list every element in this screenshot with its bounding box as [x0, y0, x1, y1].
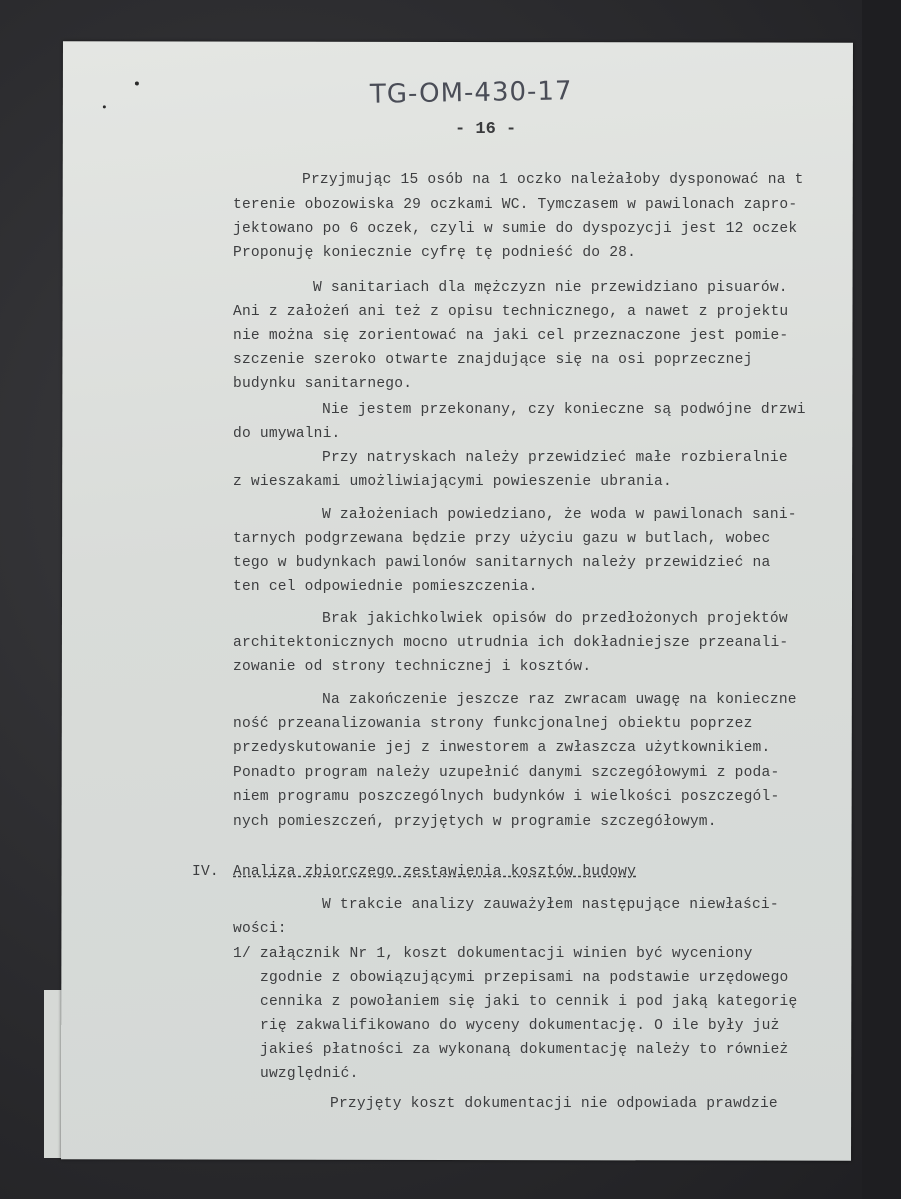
- text-line: Przyjmując 15 osób na 1 oczko należałoby dysponować na t: [302, 172, 804, 188]
- text-line: ność przeanalizowania strony funkcjonalnej obiektu poprzez: [233, 716, 753, 732]
- text-line: nie można się zorientować na jaki cel przeznaczone jest pomie-: [233, 328, 789, 344]
- text-line: ten cel odpowiednie pomieszczenia.: [233, 579, 538, 595]
- text-line: jakieś płatności za wykonaną dokumentację należy to również: [260, 1042, 789, 1058]
- text-line: tego w budynkach pawilonów sanitarnych należy przewidzieć na: [233, 555, 771, 571]
- text-line: cennika z powołaniem się jaki to cennik i pod jaką kategorię: [260, 994, 798, 1010]
- text-line: wości:: [233, 921, 287, 937]
- text-line: uwzględnić.: [260, 1066, 359, 1082]
- text-line: tarnych podgrzewana będzie przy użyciu gazu w butlach, wobec: [233, 531, 771, 547]
- text-line: rię zakwalifikowano do wyceny dokumentację. O ile były już: [260, 1018, 780, 1034]
- text-line: jektowano po 6 oczek, czyli w sumie do dyspozycji jest 12 oczek: [233, 221, 798, 237]
- text-line: Brak jakichkolwiek opisów do przedłożonych projektów: [322, 611, 788, 627]
- text-line: architektonicznych mocno utrudnia ich dokładniejsze przeanali-: [233, 635, 789, 651]
- ink-speck: [135, 81, 139, 85]
- text-line: W założeniach powiedziano, że woda w pawilonach sani-: [322, 507, 797, 523]
- text-line: terenie obozowiska 29 oczkami WC. Tymczasem w pawilonach zapro-: [233, 197, 798, 213]
- page-number: - 16 -: [455, 120, 517, 139]
- handwritten-document-code: TG-OM-430-17: [369, 76, 573, 110]
- text-line: z wieszakami umożliwiającymi powieszenie ubrania.: [233, 474, 672, 490]
- section-number: IV.: [192, 864, 219, 880]
- text-line: szczenie szeroko otwarte znajdujące się na osi poprzecznej: [233, 352, 753, 368]
- text-line: zowanie od strony technicznej i kosztów.: [233, 659, 592, 675]
- text-line: budynku sanitarnego.: [233, 376, 413, 392]
- text-line: niem programu poszczególnych budynków i wielkości poszczegól-: [233, 789, 780, 805]
- text-line: zgodnie z obowiązującymi przepisami na podstawie urzędowego: [260, 970, 789, 986]
- section-heading: Analiza zbiorczego zestawienia kosztów budowy: [233, 864, 637, 880]
- right-dark-band: [862, 0, 901, 1199]
- text-line: W trakcie analizy zauważyłem następujące niewłaści-: [322, 897, 779, 913]
- text-line: Na zakończenie jeszcze raz zwracam uwagę na konieczne: [322, 692, 797, 708]
- text-line: nych pomieszczeń, przyjętych w programie szczegółowym.: [233, 814, 717, 830]
- text-line: Proponuję koniecznie cyfrę tę podnieść do 28.: [233, 245, 637, 261]
- text-line: do umywalni.: [233, 426, 341, 442]
- text-line: Przyjęty koszt dokumentacji nie odpowiada prawdzie: [330, 1096, 778, 1112]
- text-line: W sanitariach dla mężczyzn nie przewidziano pisuarów.: [313, 280, 788, 296]
- text-line: Nie jestem przekonany, czy konieczne są podwójne drzwi: [322, 402, 806, 418]
- text-line: 1/ załącznik Nr 1, koszt dokumentacji winien być wyceniony: [233, 946, 753, 962]
- text-line: przedyskutowanie jej z inwestorem a zwłaszcza użytkownikiem.: [233, 740, 771, 756]
- text-line: Ani z założeń ani też z opisu technicznego, a nawet z projektu: [233, 304, 789, 320]
- ink-speck: [103, 105, 106, 108]
- text-line: Przy natryskach należy przewidzieć małe rozbieralnie: [322, 450, 788, 466]
- text-line: Ponadto program należy uzupełnić danymi szczegółowymi z poda-: [233, 765, 780, 781]
